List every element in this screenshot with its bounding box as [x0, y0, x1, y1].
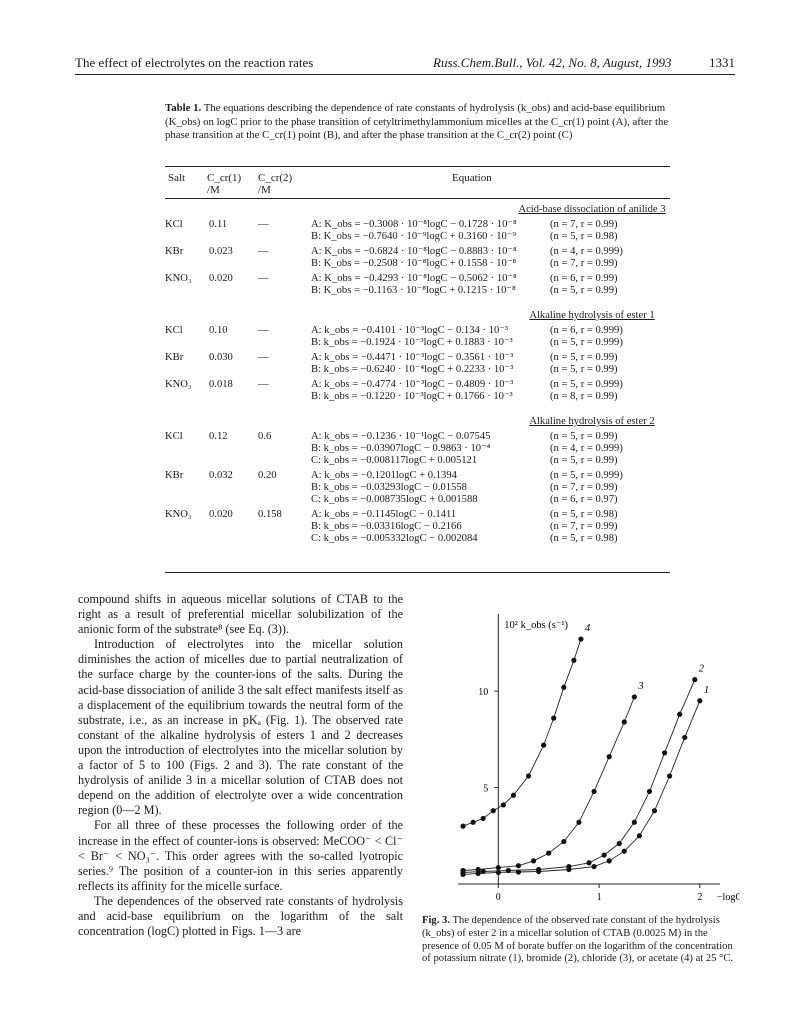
ccr2: —	[258, 246, 269, 257]
data-point-4	[551, 716, 556, 721]
stats: (n = 5, r = 0.999)	[550, 336, 623, 348]
body-text	[78, 592, 403, 939]
paragraph: For all three of these processes the following order of the increase in the effect of counter-ions is observed: MeCOO⁻ < Cl⁻ < Br⁻ < NO₃⁻. This order agrees with the so-called lyotropic series.⁹ The position of a counter-ion in this series apparently reflects its affinity for the micelle surface.	[78, 818, 403, 893]
header-journal: Russ.Chem.Bull., Vol. 42, No. 8, August, 1993	[433, 55, 672, 70]
stats: (n = 6, r = 0.99)	[550, 273, 618, 284]
equation: A: k_obs = −0.4471 · 10⁻³logC − 0.3561 · 10⁻³	[311, 352, 514, 363]
stats: (n = 4, r = 0.999)	[550, 442, 623, 454]
page-number: 1331	[709, 55, 735, 70]
data-point-4	[571, 658, 576, 663]
figure-caption-text: The dependence of the observed rate constant of the hydrolysis (k_obs) of ester 2 in a micellar solution of CTAB (0.0025 M) in the presence of 0.05 M of borate buffer on the logarithm of the concentration of potassium nitrate (1), bromide (2), chloride (3), or acetate (4) at 25 °C.	[422, 915, 734, 965]
ccr2: 0.20	[258, 470, 277, 481]
equation: B: k_obs = −0.1220 · 10⁻³logC + 0.1766 · 10⁻³	[311, 390, 513, 402]
data-point-3	[546, 851, 551, 856]
data-point-3	[591, 789, 596, 794]
ccr2: 0.6	[258, 431, 272, 442]
salt: KNO₃	[165, 379, 192, 390]
section-title: Alkaline hydrolysis of ester 2	[529, 416, 655, 427]
ccr1: 0.020	[209, 509, 233, 520]
equation: B: k_obs = −0.03293logC − 0.01558	[311, 481, 467, 493]
series-label-4: 4	[584, 623, 591, 635]
salt: KNO₃	[165, 509, 192, 520]
equation: B: k_obs = −0.1924 · 10⁻³logC + 0.1883 · 10⁻³	[311, 336, 513, 348]
equation: C: k_obs = −0.008735logC + 0.001588	[311, 493, 478, 505]
equation: B: k_obs = −0.6240 · 10⁻⁴logC + 0.2233 · 10⁻³	[311, 363, 514, 375]
header-title: The effect of electrolytes on the reaction rates	[75, 55, 314, 70]
section-title: Acid-base dissociation of anilide 3	[518, 204, 666, 215]
series-line-4	[463, 639, 581, 826]
ccr1: 0.018	[209, 379, 233, 390]
paragraph: Introduction of electrolytes into the micellar solution diminishes the action of micelles due to partial neutralization of the surface charge by the counter-ions of the salts. During the acid-base dissociation of anilide 3 the salt effect manifests itself as a displacement of the equilibrium towards the neutral form of the substrate, i.e., as an increase in pKₐ (Fig. 1). The observed rate constant of the alkaline hydrolysis of esters 1 and 2 decreases upon the introduction of electrolytes into the micellar solution by a factor of 5 to 100 (Figs. 2 and 3). The rate constant of the hydrolysis of anilide 3 in a micellar solution of CTAB does not depend on the addition of electrolyte over a wide concentration region (0—2 M).	[78, 637, 403, 818]
stats: (n = 7, r = 0.99)	[550, 481, 618, 493]
equation: B: k_obs = −0.03316logC − 0.2166	[311, 520, 462, 532]
figure-label: Fig. 3.	[422, 915, 450, 926]
equation: B: K_obs = −0.2508 · 10⁻⁸logC + 0.1558 · 10⁻⁸	[311, 257, 517, 269]
equation: B: K_obs = −0.1163 · 10⁻⁸logC + 0.1215 · 10⁻⁸	[311, 284, 516, 296]
series-label-2: 2	[698, 663, 705, 675]
data-point-3	[531, 858, 536, 863]
table-row	[165, 273, 670, 297]
data-point-3	[561, 839, 566, 844]
data-point-2	[647, 789, 652, 794]
data-point-4	[481, 816, 486, 821]
equation: A: k_obs = −0.4774 · 10⁻³logC − 0.4809 · 10⁻³	[311, 379, 514, 390]
stats: (n = 7, r = 0.99)	[550, 520, 618, 532]
data-point-3	[622, 719, 627, 724]
stats: (n = 8, r = 0.99)	[550, 390, 618, 402]
stats: (n = 5, r = 0.99)	[550, 352, 618, 363]
data-point-3	[576, 820, 581, 825]
data-point-3	[460, 868, 465, 873]
col-header-ccr1: C_cr(1) /M	[207, 172, 242, 196]
salt: KBr	[165, 470, 184, 481]
ccr1: 0.12	[209, 431, 228, 442]
equation: A: k_obs = −0.1236 · 10⁻¹logC − 0.07545	[311, 431, 491, 442]
data-point-4	[578, 636, 583, 641]
ccr1: 0.030	[209, 352, 233, 363]
series-label-3: 3	[638, 680, 644, 692]
stats: (n = 7, r = 0.99)	[550, 257, 618, 269]
col-header-ccr2: C_cr(2) /M	[258, 172, 293, 196]
figure-caption	[422, 915, 740, 966]
salt: KNO₃	[165, 273, 192, 284]
ccr1: 0.020	[209, 273, 233, 284]
data-point-4	[460, 824, 465, 829]
salt: KCl	[165, 431, 183, 442]
series-label-1: 1	[703, 684, 710, 696]
data-point-4	[511, 793, 516, 798]
table-header-rule	[165, 198, 670, 199]
paragraph: The dependences of the observed rate constants of hydrolysis and acid-base equilibrium on the logarithm of the salt concentration (logC) plotted in Figs. 1—3 are	[78, 893, 403, 939]
header-rule	[75, 74, 735, 75]
y-tick-label: 10	[478, 687, 489, 699]
equation: A: k_obs = −0.1201logC + 0.1394	[311, 470, 457, 481]
data-point-3	[607, 754, 612, 759]
stats: (n = 5, r = 0.98)	[550, 532, 618, 544]
data-point-1	[652, 808, 657, 813]
data-point-2	[617, 841, 622, 846]
ccr1: 0.023	[209, 246, 233, 257]
salt: KCl	[165, 219, 183, 230]
ccr2: —	[258, 379, 269, 390]
data-point-2	[586, 860, 591, 865]
equation: A: k_obs = −0.4101 · 10⁻³logC − 0.134 · 10⁻³	[311, 325, 509, 336]
col-header-equation: Equation	[452, 172, 492, 184]
table-row	[165, 352, 670, 376]
table-row	[165, 431, 670, 467]
ccr2: —	[258, 273, 269, 284]
ccr2: —	[258, 325, 269, 336]
data-point-3	[496, 865, 501, 870]
equation: A: K_obs = −0.3008 · 10⁻⁸logC − 0.1728 · 10⁻⁸	[311, 219, 517, 230]
data-point-4	[541, 743, 546, 748]
figure-3-chart	[420, 592, 740, 912]
stats: (n = 5, r = 0.98)	[550, 230, 618, 242]
table-row	[165, 246, 670, 270]
ccr2: —	[258, 352, 269, 363]
data-point-3	[632, 694, 637, 699]
data-point-1	[607, 858, 612, 863]
equation: C: k_obs = −0.005332logC − 0.002084	[311, 532, 478, 544]
stats: (n = 5, r = 0.99)	[550, 431, 618, 442]
equation: A: k_obs = −0.1145logC − 0.1411	[311, 509, 457, 520]
equation: A: K_obs = −0.6824 · 10⁻⁸logC − 0.8883 · 10⁻⁸	[311, 246, 517, 257]
table-caption-text: The equations describing the dependence of rate constants of hydrolysis (k_obs) and acid-base equilibrium (K_obs) on logC prior to the phase transition of cetyltrimethylammonium micelles at the C_cr(1) point (A), after the phase transition at the C_cr(1) point (B), and after the phase transition at the C_cr(2) point (C)	[165, 102, 669, 141]
table-label: Table 1.	[165, 102, 202, 114]
data-point-2	[566, 864, 571, 869]
table-row	[165, 470, 670, 506]
data-point-1	[667, 773, 672, 778]
stats: (n = 6, r = 0.999)	[550, 325, 623, 336]
data-point-4	[526, 773, 531, 778]
data-point-4	[491, 808, 496, 813]
table-row	[165, 379, 670, 403]
data-point-4	[471, 820, 476, 825]
figure-3	[420, 592, 740, 912]
table-row	[165, 509, 670, 545]
table-caption	[165, 102, 670, 143]
data-point-4	[501, 802, 506, 807]
table-top-rule	[165, 166, 670, 167]
table-row	[165, 219, 670, 243]
data-point-1	[637, 833, 642, 838]
y-axis-label: 10² k_obs (s⁻¹)	[504, 620, 569, 631]
paragraph: compound shifts in aqueous micellar solutions of CTAB to the right as a result of preferential micellar solubilization of the anionic form of the substrate⁸ (see Eq. (3)).	[78, 592, 403, 637]
stats: (n = 5, r = 0.99)	[550, 284, 618, 296]
salt: KCl	[165, 325, 183, 336]
table-row	[165, 325, 670, 349]
stats: (n = 4, r = 0.999)	[550, 246, 623, 257]
stats: (n = 5, r = 0.99)	[550, 454, 618, 466]
col-header-salt: Salt	[168, 172, 186, 184]
data-point-3	[516, 863, 521, 868]
ccr1: 0.10	[209, 325, 228, 336]
series-line-2	[463, 680, 695, 873]
data-point-1	[591, 864, 596, 869]
ccr2: —	[258, 219, 269, 230]
data-point-3	[476, 867, 481, 872]
x-tick-label: 1	[596, 892, 602, 903]
data-point-1	[682, 735, 687, 740]
table-bottom-rule	[165, 572, 670, 573]
stats: (n = 5, r = 0.98)	[550, 509, 618, 520]
data-point-2	[632, 820, 637, 825]
running-header	[75, 55, 735, 75]
x-tick-label: 0	[495, 892, 501, 903]
equation: B: k_obs = −0.03907logC − 0.9863 · 10⁻⁴	[311, 442, 491, 454]
salt: KBr	[165, 246, 184, 257]
ccr2: 0.158	[258, 509, 282, 520]
data-point-1	[622, 849, 627, 854]
data-point-4	[561, 685, 566, 690]
data-point-1	[697, 698, 702, 703]
series-line-3	[463, 697, 634, 871]
salt: KBr	[165, 352, 184, 363]
stats: (n = 7, r = 0.99)	[550, 219, 618, 230]
data-point-2	[662, 750, 667, 755]
data-point-2	[692, 677, 697, 682]
data-point-2	[602, 852, 607, 857]
stats: (n = 5, r = 0.99)	[550, 363, 618, 375]
ccr1: 0.11	[209, 219, 228, 230]
data-point-2	[506, 868, 511, 873]
section-title: Alkaline hydrolysis of ester 1	[529, 310, 655, 321]
equation: C: k_obs = −0.008117logC + 0.005121	[311, 454, 478, 466]
equation: A: K_obs = −0.4293 · 10⁻⁸logC − 0.5062 · 10⁻⁸	[311, 273, 517, 284]
equation: B: K_obs = −0.7640 · 10⁻⁹logC + 0.3160 · 10⁻⁹	[311, 230, 517, 242]
x-tick-label: 2	[697, 892, 703, 903]
data-point-2	[536, 867, 541, 872]
stats: (n = 6, r = 0.97)	[550, 493, 618, 505]
stats: (n = 5, r = 0.999)	[550, 470, 623, 481]
ccr1: 0.032	[209, 470, 233, 481]
x-axis-label: −logC	[716, 892, 740, 903]
stats: (n = 5, r = 0.999)	[550, 379, 623, 390]
y-tick-label: 5	[483, 783, 489, 795]
data-point-2	[677, 712, 682, 717]
